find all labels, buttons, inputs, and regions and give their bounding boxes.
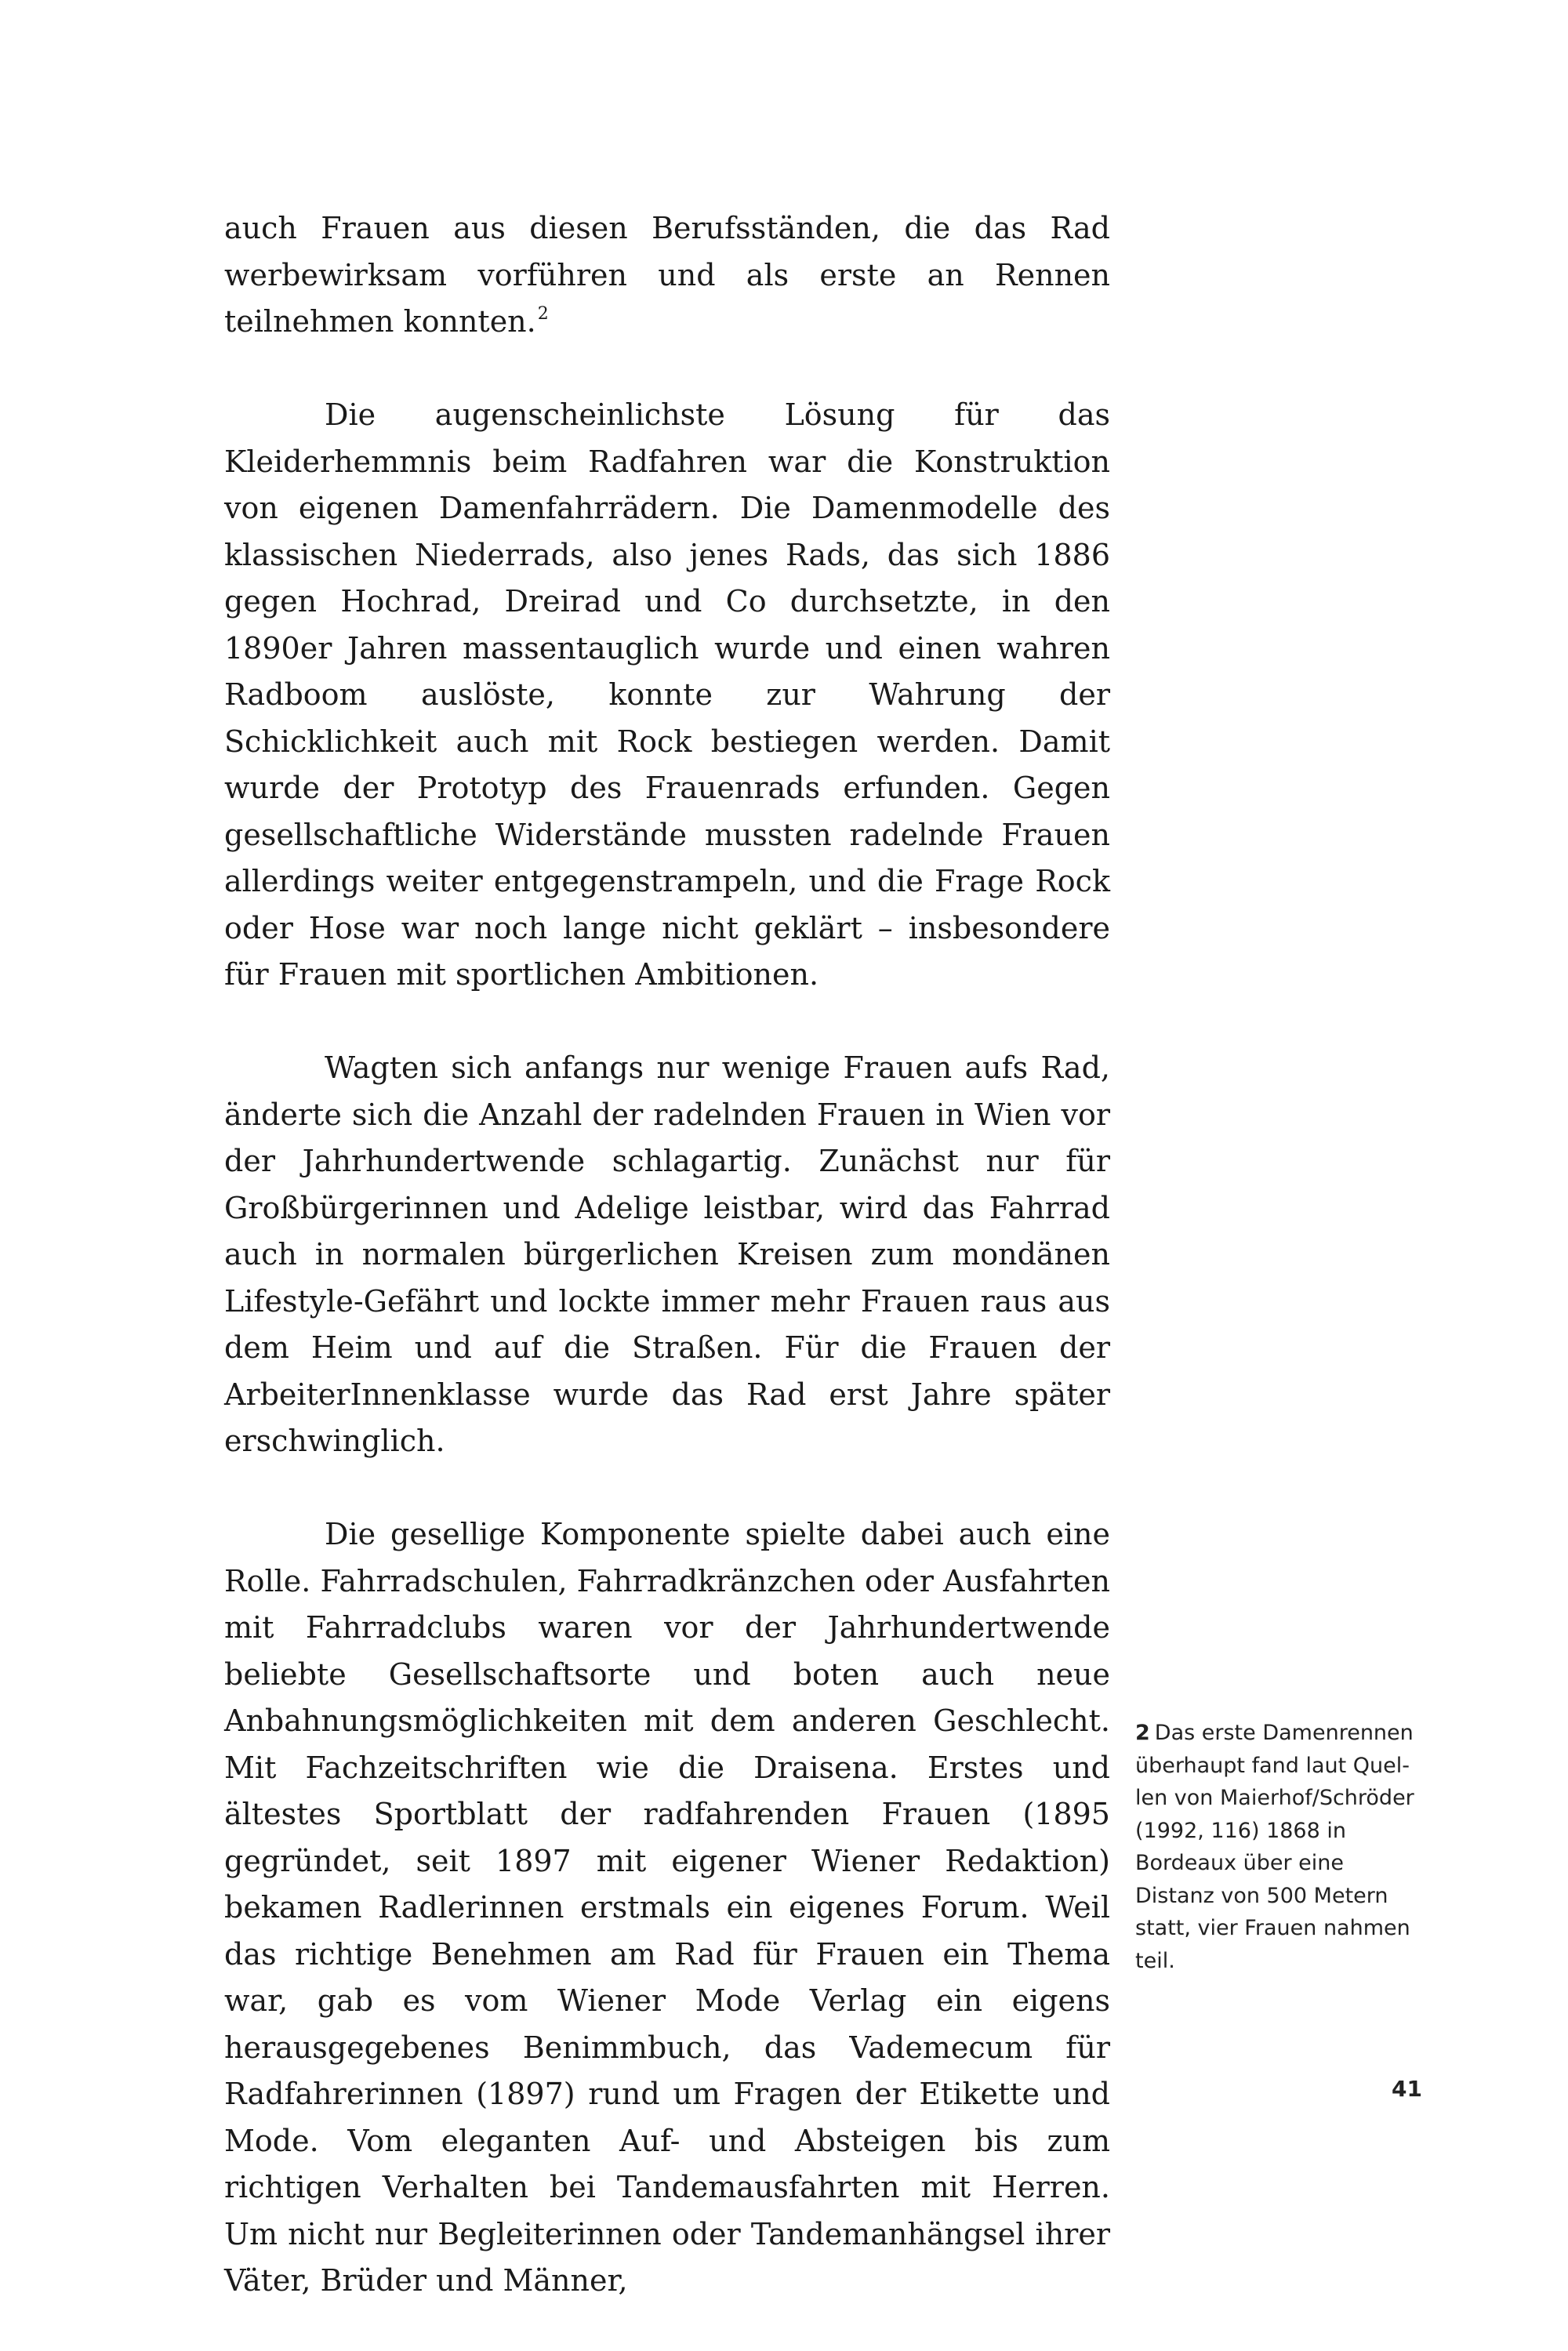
footnote <box>1135 1717 1417 1977</box>
page-number: 41 <box>1392 2076 1422 2102</box>
paragraph-4: Die gesellige Komponente spielte dabei auch eine Rolle. Fahrradschulen, Fahrradkränzchen oder Ausfahrten mit Fahrradclubs waren vor der Jahrhundertwende beliebte Gesellschaftsorte und boten auch neue Anbahnungsmöglichkeiten mit dem anderen Geschlecht. Mit Fachzeitschriften wie die Draisena. Erstes und ältestes Sportblatt der radfahrenden Frauen (1895 gegründet, seit 1897 mit eigener Wiener Redaktion) bekamen Radlerinnen erstmals ein eigenes Forum. Weil das richtige Benehmen am Rad für Frauen ein Thema war, gab es vom Wiener Mode Verlag ein eigens herausgegebenes Benimmbuch, das Vademecum für Radfahrerinnen (1897) rund um Fragen der Etikette und Mode. Vom eleganten Auf- und Absteigen bis zum richtigen Verhalten bei Tandemausfahrten mit Herren. Um nicht nur Begleiterinnen oder Tandemanhängsel ihrer Väter, Brüder und Männer, <box>224 1517 1110 2298</box>
paragraph-1 <box>224 205 1110 346</box>
paragraph-1-text: auch Frauen aus diesen Berufsständen, die das Rad werbewirksam vorführen und als erste an Rennen teilnehmen konnten. <box>224 211 1110 339</box>
footnote-reference: 2 <box>537 304 549 324</box>
footnote-text: Das erste Damenrennen überhaupt fand laut Quellen von Maierhof/Schröder (1992, 116) 1868 in Bordeaux über eine Distanz von 500 Metern statt, vier Frauen nahmen teil. <box>1135 1721 1414 1973</box>
paragraph-2: Die augenscheinlichste Lösung für das Kleiderhemmnis beim Radfahren war die Konstruktion von eigenen Damenfahrrädern. Die Damenmodelle des klassischen Niederrads, also jenes Rads, das sich 1886 gegen Hochrad, Dreirad und Co durchsetzte, in den 1890er Jahren massentauglich wurde und einen wahren Radboom auslöste, konnte zur Wahrung der Schicklichkeit auch mit Rock bestiegen werden. Damit wurde der Prototyp des Frauenrads erfunden. Gegen gesellschaftliche Widerstände mussten radelnde Frauen allerdings weiter entgegenstrampeln, und die Frage Rock oder Hose war noch lange nicht geklärt – insbesondere für Frauen mit sportlichen Ambitionen. <box>224 397 1110 992</box>
footnote-number: 2 <box>1135 1721 1150 1745</box>
main-text-column <box>224 205 1110 2351</box>
paragraph-3: Wagten sich anfangs nur wenige Frauen aufs Rad, änderte sich die Anzahl der radelnden Frauen in Wien vor der Jahrhundertwende schlagartig. Zunächst nur für Großbürgerinnen und Adelige leistbar, wird das Fahrrad auch in normalen bürgerlichen Kreisen zum mondänen Lifestyle-Gefährt und lockte immer mehr Frauen raus aus dem Heim und auf die Straßen. Für die Frauen der ArbeiterInnenklasse wurde das Rad erst Jahre später erschwinglich. <box>224 1050 1110 1458</box>
